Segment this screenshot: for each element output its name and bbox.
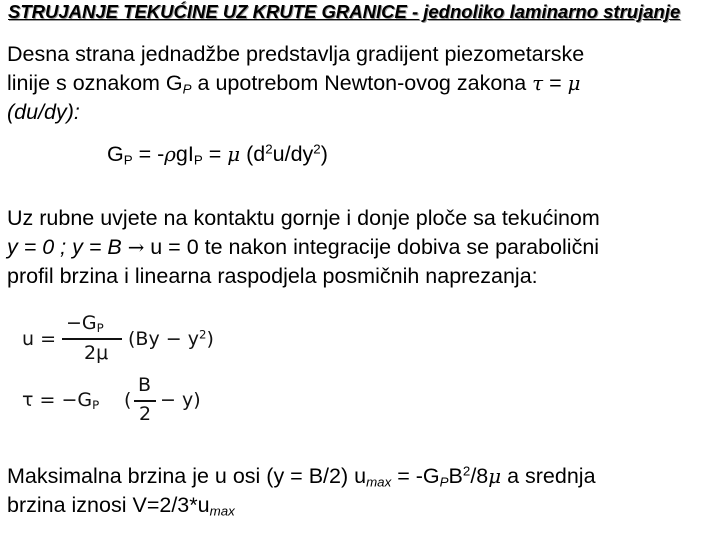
velocity-lhs: u = — [22, 328, 57, 350]
boundary-line-3: profil brzina i linearna raspodjela posmičnih naprezanja: — [7, 264, 538, 288]
boundary-paragraph — [7, 204, 600, 291]
intro-paragraph — [7, 40, 584, 127]
gradient-equation: $G_P = -\rho gI_P = \mu$ $(d^2u/dy^2)$ — [107, 141, 328, 168]
max-velocity-paragraph — [7, 462, 596, 520]
shear-formula: $\tau = -G_P$ ( B 2 − y) — [22, 374, 201, 425]
boundary-line-1: Uz rubne uvjete na kontaktu gornje i donje ploče sa tekućinom — [7, 206, 600, 230]
velocity-rhs: $(By - y^2)$ — [128, 327, 214, 350]
intro-line-1: Desna strana jednadžbe predstavlja gradijent piezometarske — [7, 42, 585, 66]
slide-title: STRUJANJE TEKUĆINE UZ KRUTE GRANICE - jednoliko laminarno strujanje — [8, 1, 681, 22]
shear-lhs: $\tau = -G_P$ — [22, 389, 100, 412]
max-line-1: Maksimalna brzina je u osi (y = B/2) $u_{max} = -G_PB^2/8\mu$ a srednja — [7, 463, 596, 490]
velocity-formula: u = $-G_P$ 2μ $(By - y^2)$ — [22, 312, 214, 364]
boundary-line-2: y = 0 ; y = B → u = 0 te nakon integracije dobiva se parabolični — [7, 235, 600, 259]
intro-line-2: linije s oznakom $G_P$ a upotrebom Newton-ovog zakona τ = μ — [7, 71, 581, 97]
intro-line-3: (du/dy): — [7, 100, 80, 124]
max-line-2: brzina iznosi $V=2/3*u_{max}$ — [7, 493, 235, 519]
